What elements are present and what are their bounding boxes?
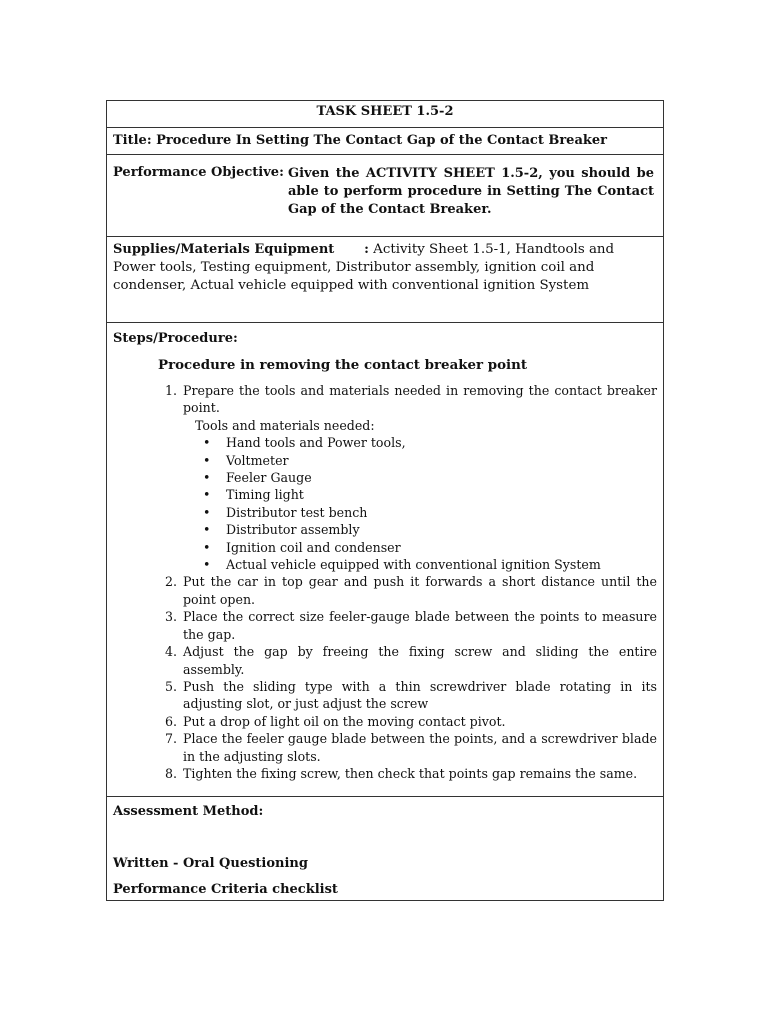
tools-intro: Tools and materials needed:	[195, 417, 375, 433]
supplies-text: Activity Sheet 1.5-1, Handtools and Power tools, Testing equipment, Distributor assembly, ignition coil and condenser, Actual vehicle equipped with conventional ignition System	[113, 242, 615, 293]
assessment-method: Written - Oral Questioning	[113, 856, 308, 871]
list-item: • Distributor test bench	[224, 504, 657, 521]
objective-text: Given the ACTIVITY SHEET 1.5-2, you should be able to perform procedure in Setting The Contact Gap of the Contact Breaker.	[288, 166, 654, 217]
list-item: • Distributor assembly	[224, 521, 657, 538]
list-item: 5. Push the sliding type with a thin screwdriver blade rotating in its adjusting slot, or just adjust the screw	[181, 678, 657, 713]
list-item: 6. Put a drop of light oil on the moving contact pivot.	[181, 713, 657, 730]
procedure-title: Procedure in removing the contact breaker point	[158, 357, 528, 373]
list-item: • Feeler Gauge	[224, 469, 657, 486]
performance-objective-row	[107, 154, 663, 236]
list-item: 7. Place the feeler gauge blade between the points, and a screwdriver blade in the adjusting slots.	[181, 730, 657, 765]
assessment-row	[107, 796, 663, 900]
steps-list	[113, 382, 657, 782]
assessment-criteria: Performance Criteria checklist	[113, 882, 338, 897]
list-item: • Actual vehicle equipped with conventional ignition System	[224, 556, 657, 573]
step-text: Prepare the tools and materials needed in removing the contact breaker point.	[183, 383, 657, 416]
list-item: • Voltmeter	[224, 452, 657, 469]
objective-label: Performance Objective:	[113, 165, 284, 180]
list-item: • Ignition coil and condenser	[224, 539, 657, 556]
task-title-row: Title: Procedure In Setting The Contact Gap of the Contact Breaker	[107, 127, 663, 154]
list-item: • Timing light	[224, 486, 657, 503]
supplies-row	[107, 236, 663, 322]
steps-heading: Steps/Procedure:	[113, 331, 238, 346]
assessment-heading: Assessment Method:	[113, 804, 264, 819]
supplies-separator: :	[364, 242, 369, 257]
steps-row	[107, 322, 663, 796]
list-item: 8. Tighten the fixing screw, then check that points gap remains the same.	[181, 765, 657, 782]
task-sheet-table	[106, 100, 664, 901]
tools-list	[183, 434, 657, 573]
list-item: 2. Put the car in top gear and push it forwards a short distance until the point open.	[181, 573, 657, 608]
list-item: • Hand tools and Power tools,	[224, 434, 657, 451]
list-item: 4. Adjust the gap by freeing the fixing screw and sliding the entire assembly.	[181, 643, 657, 678]
list-item	[181, 382, 657, 573]
task-sheet-title: TASK SHEET 1.5-2	[316, 104, 454, 119]
list-item: 3. Place the correct size feeler-gauge blade between the points to measure the gap.	[181, 608, 657, 643]
supplies-label: Supplies/Materials Equipment	[113, 242, 335, 257]
